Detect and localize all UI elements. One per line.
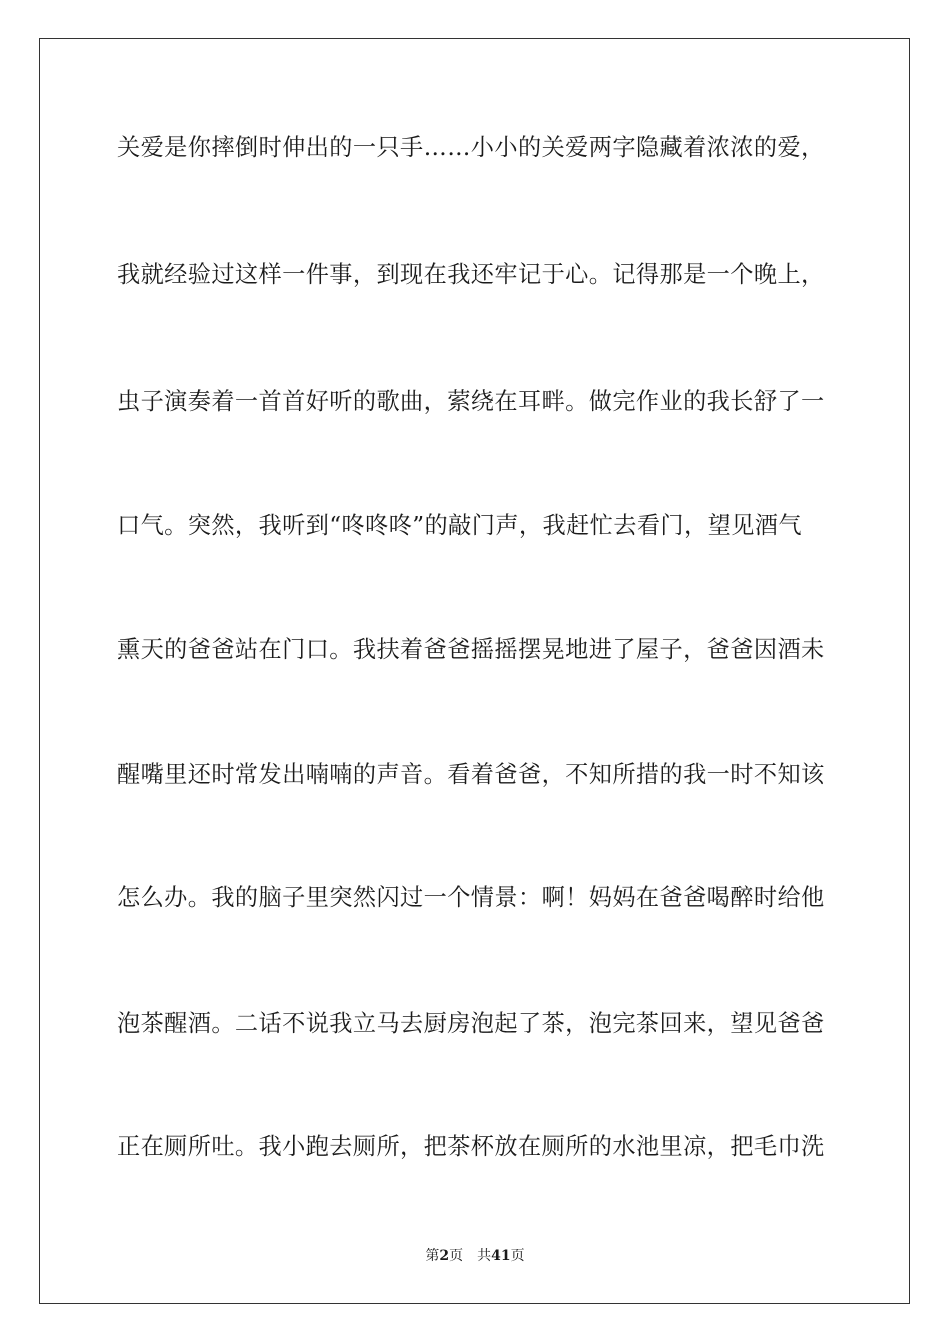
page-total-suffix: 页 — [510, 1248, 525, 1264]
text-line-5: 熏天的爸爸站在门口。我扶着爸爸摇摇摆晃地进了屋子，爸爸因酒未 — [117, 636, 825, 663]
text-line-8: 泡茶醒酒。二话不说我立马去厨房泡起了茶，泡完茶回来，望见爸爸 — [117, 1010, 825, 1037]
page-number-prefix: 第 — [425, 1248, 440, 1264]
page-footer — [0, 1246, 950, 1266]
text-line-2: 我就经验过这样一件事，到现在我还牢记于心。记得那是一个晚上， — [117, 261, 825, 288]
page-total-prefix: 共 — [477, 1248, 492, 1264]
page-number-suffix: 页 — [449, 1248, 464, 1264]
page-total-count: 41 — [491, 1248, 511, 1264]
text-line-3: 虫子演奏着一首首好听的歌曲，萦绕在耳畔。做完作业的我长舒了一 — [117, 388, 825, 415]
text-line-1: 关爱是你摔倒时伸出的一只手……小小的关爱两字隐藏着浓浓的爱， — [117, 134, 825, 161]
text-line-4: 口气。突然，我听到“咚咚咚”的敲门声，我赶忙去看门，望见酒气 — [117, 512, 802, 539]
page-number-current: 2 — [439, 1248, 450, 1264]
text-line-6: 醒嘴里还时常发出喃喃的声音。看着爸爸，不知所措的我一时不知该 — [117, 761, 825, 788]
page-border — [39, 38, 910, 1304]
text-line-9: 正在厕所吐。我小跑去厕所，把茶杯放在厕所的水池里凉，把毛巾洗 — [117, 1133, 825, 1160]
text-line-7: 怎么办。我的脑子里突然闪过一个情景：啊！妈妈在爸爸喝醉时给他 — [117, 884, 825, 911]
